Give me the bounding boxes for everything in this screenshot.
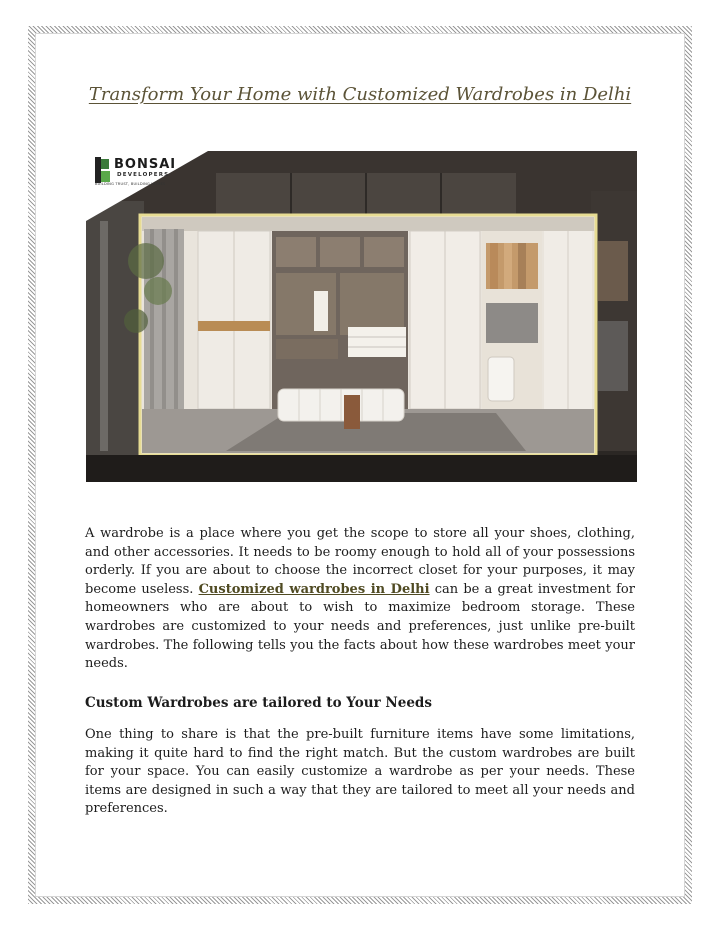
customized-wardrobes-link[interactable]: Customized wardrobes in Delhi bbox=[198, 581, 430, 597]
intro-text-after: can be a great investment for homeowners who are about to wish to maximize bedroom storage. These wardrobes are customized to your needs and preferences, just unlike pre-built wardrobes. The following tells you the facts about how these wardrobes meet your needs. bbox=[85, 581, 635, 672]
page-title: Transform Your Home with Customized Wardrobes in Delhi bbox=[88, 84, 632, 105]
logo-name: BONSAI bbox=[114, 157, 177, 172]
section-heading: Custom Wardrobes are tailored to Your Needs bbox=[85, 695, 432, 711]
logo-tagline: BUILDING TRUST, BUILDING HOMES bbox=[95, 182, 166, 186]
intro-paragraph bbox=[85, 525, 635, 674]
intro-text-before: A wardrobe is a place where you get the scope to store all your shoes, clothing, and other accessories. It needs to be roomy enough to hold all of your possessions orderly. If you are about to choose the incorrect closet for your purposes, it may become useless. bbox=[85, 526, 635, 597]
section-paragraph: One thing to share is that the pre-built furniture items have some limitations, making it quite hard to find the right match. But the custom wardrobes are built for your space. You can easily customize a wardrobe as per your needs. These items are designed in such a way that they are tailored to meet all your needs and preferences. bbox=[85, 727, 635, 817]
bonsai-logo-mark-icon bbox=[95, 157, 111, 183]
bonsai-logo bbox=[86, 151, 206, 203]
wardrobe-hero-image bbox=[86, 151, 637, 482]
logo-subtitle: DEVELOPERS bbox=[117, 172, 170, 178]
